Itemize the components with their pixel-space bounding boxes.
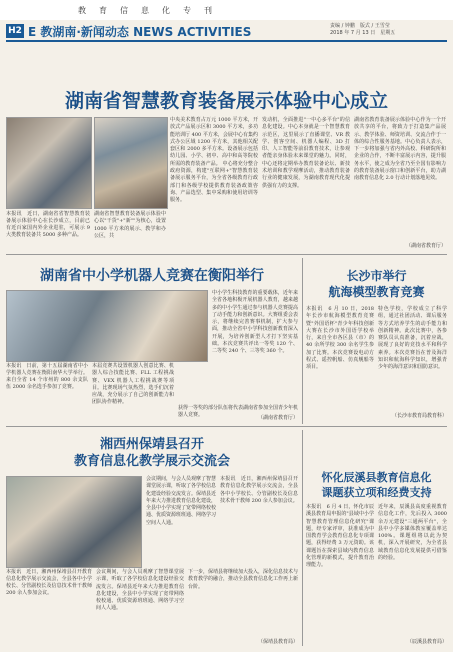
article4-caption: 本报讯 近日，湘西州保靖县召开教育信息化教学展示交流会，全县各中小学校长、分管副校长及信息技术骨干教师 200 余人参加会议。	[6, 569, 92, 596]
article2-title: 湖南省中小学机器人竞赛在衡阳举行	[40, 268, 264, 284]
article1-col5: 湖南省教育装备展示体验中心作为一个开放共享的平台，将致力于打造集产品展示、教学体验、师资培训、交流合作于一体的综合性服务基地。中心负责人表示，下一步将加强与省内外高校、科研院所和企业的合作，不断丰富展示内容，提升服务水平，使之成为全省乃至全国有影响力的教育装备展示窗口和创新平台，助力湖南教育信息化 2.0 行动计划落地见效。	[354, 117, 446, 182]
article2-col4: 获得一等奖的部分队伍将代表湖南省参加全国青少年机器人竞赛。	[178, 405, 299, 419]
masthead-rule	[6, 40, 447, 42]
article1-photo2	[94, 117, 168, 209]
article2-col3: 中小学生科技教育的重要载体，近年来全省各地积极开展机器人教育，越来越多的中小学生通过参与机器人竞赛提高了动手能力和创新意识。大赛组委会表示，将继续完善赛事机制，扩大参与面，推动全省中小学科技创新教育深入开展，为培养创新型人才打下坚实基础。本次竞赛共评出一等奖 120 个、二等奖 240 个、三等奖 360 个。	[212, 290, 298, 355]
article1-col3: 中央美术教育占万元 1000 平方米，开放式产品展示区和 3000 平方米，多功能培训厅 400 平方米，会展中心有集约式办公区域 1200 平方米，其他相关配套区和 2000 多平方米。设备展示包括幼儿园、小学、初中、高中和高等院校所需的教育装备产品。 中心将充分整合政府资源，构建"互联网+"智慧教育装备展示服务平台，为全省各级教育行政部门和各级学校提供教育装备政策咨询、产品选型、集中采购和使用培训等服务。	[170, 117, 258, 204]
masthead-meta	[330, 23, 395, 37]
section-title: 教育信息化专刊	[78, 6, 225, 15]
article4-photo	[6, 476, 142, 568]
article3-sign: （长沙市教育局教育科）	[391, 413, 447, 419]
article4-col2: 会议期间，与会人员观摩了智慧课堂展示课，听取了各学校信息化建设经验交流发言。保靖县近年来大力推进教育信息化建设，全县中小学实现了宽带网络校校通、优质资源班班通、网络学习空间人人通。	[96, 569, 184, 612]
article4-title-line1: 湘西州保靖县召开	[99, 437, 204, 452]
divider-v2	[302, 430, 303, 646]
top-band	[0, 0, 453, 20]
article4-title	[6, 436, 298, 470]
article1-title: 湖南省智慧教育装备展示体验中心成立	[64, 90, 388, 112]
article2-col2: 本届竞赛共设置机器人创意比赛、机器人综合技能比赛、FLL 工程挑战赛、VEX 机器人工程挑战赛等项目。比赛现场气氛热烈，选手们沉着应战，充分展示了自己的创新能力和团队协作精神。	[92, 363, 174, 406]
masthead-title: E 教湖南·新闻动态 NEWS ACTIVITIES	[28, 25, 252, 39]
article3-col1: 本报讯 6 月 10 日，2018 年长沙市航海模型教育竞赛暨"外国语杯"青少年科技创新大赛在长沙市外国语学校举行，来自全市各区县（市）的 40 余所学校 300 余名学生参加了比赛。本次竞赛设电动方程式、遥控帆船、仿真舰船等项目。	[306, 306, 374, 371]
article3-title-line2: 航海模型教育竞赛	[328, 285, 425, 299]
article5-sign: （辰溪县教育局）	[406, 639, 447, 645]
article3-col2: 特色学校，学校成立了科学组，通过社团活动、课后服务等方式培养学生的动手能力和创新精神。此次比赛中，各参赛队员认真准备，沉着应战，展现了良好的竞技水平和科学素养。本次竞赛旨在普及海洋知识和航海科学知识，增强青少年的海洋意识和国防意识。	[378, 306, 447, 371]
article1-caption: 本报讯 近日，湖南省省智慧教育装备展示体验中心在长沙成立，目前已有近百家国内外企业进驻，可展示 9 大类教育装备共 5000 多种产品。	[6, 211, 90, 238]
article1-col4: 发动机，全面推进"一中心多平台"的信息化建设。中心本身就是一个智慧教育示范区，这里展示了直播课堂、VR 教学、创客空间、机器人编程、3D 打印、人工智能等前沿教育技术，让参观者能亲身体验未来课堂的魅力。同时，中心还将定期举办教育装备论坛、新技术培训和教学观摩活动，推动教育装备行业的健康发展，为湖南教育现代化提供强有力的支撑。	[262, 117, 350, 189]
article5-col1: 本报讯 6 月 4 日，怀化市辰溪县教育局申报的"县域中小学智慧教育管理信息化研究"课题，经专家评审，获准成为中国教育学会教育信息化专项课题，获得经费 3 万元资助。该课题旨在探索县域内教育信息化管理的新模式，提升教育治理能力。	[306, 504, 374, 569]
article4-col3: 下一步，保靖县将继续加大投入，深化信息技术与教育教学的融合，推动全县教育信息化工作再上新台阶。	[188, 569, 299, 590]
editor-line: 责编 / 钟鹏 版式 / 王雪莹	[330, 23, 390, 29]
divider-v1	[302, 258, 303, 424]
divider-2	[6, 426, 447, 427]
article3-title	[306, 268, 447, 300]
article5-col2: 近年来，辰溪县高度重视教育信息化工作，先后投入 3000 余万元建设"三通两平台"，全县中小学多媒体教室覆盖率达 100%。课题组将以此为契机，深入开展研究，为全省县域教育信息化发展提供可借鉴的经验。	[378, 504, 447, 562]
divider-1	[6, 254, 447, 255]
article4-title-line2: 教育信息化教学展示交流会	[73, 454, 230, 469]
article1-sign: （湖南省教育厅）	[405, 243, 446, 249]
article1-photo	[6, 117, 92, 209]
article3-title-line1: 长沙市举行	[346, 269, 407, 283]
article4-col3-top: 会议期间，与会人员观摩了智慧课堂展示课，听取了各学校信息化建设经验交流发言。保靖县近年来大力推进教育信息化建设，全县中小学实现了宽带网络校校通、优质资源班班通、网络学习空间人人通。	[146, 476, 217, 526]
article1-col2: 湖南省智慧教育装备展示体验中心以"干货"+"新""为核心，设置 1000 平方米的展示、教学和办公区，共	[94, 211, 166, 239]
article4-sign: （保靖县教育局）	[257, 639, 298, 645]
article4-col4: 本报讯 近日，湘西州保靖县召开教育信息化教学展示交流会，全县各中小学校长、分管副校长及信息技术骨干教师 200 余人参加会议。	[220, 476, 298, 504]
article5-title-line2: 课题获立项和经费支持	[321, 486, 432, 499]
page-code-badge: H2	[6, 24, 24, 38]
article2-photo	[6, 290, 208, 362]
date-line: 2018 年 7 月 13 日 星期五	[330, 30, 396, 36]
article5-title-line1: 怀化辰溪县教育信息化	[321, 471, 432, 484]
article2-sign: （湖南省教育厅）	[257, 415, 298, 421]
article2-caption: 本报讯 日前，第十五届湖南省中小学机器人竞赛在衡阳南华大学举行。来自全省 14 个市州的 800 余支队伍 2000 余名选手参加了竞赛。	[6, 363, 88, 390]
article5-title	[306, 470, 447, 500]
